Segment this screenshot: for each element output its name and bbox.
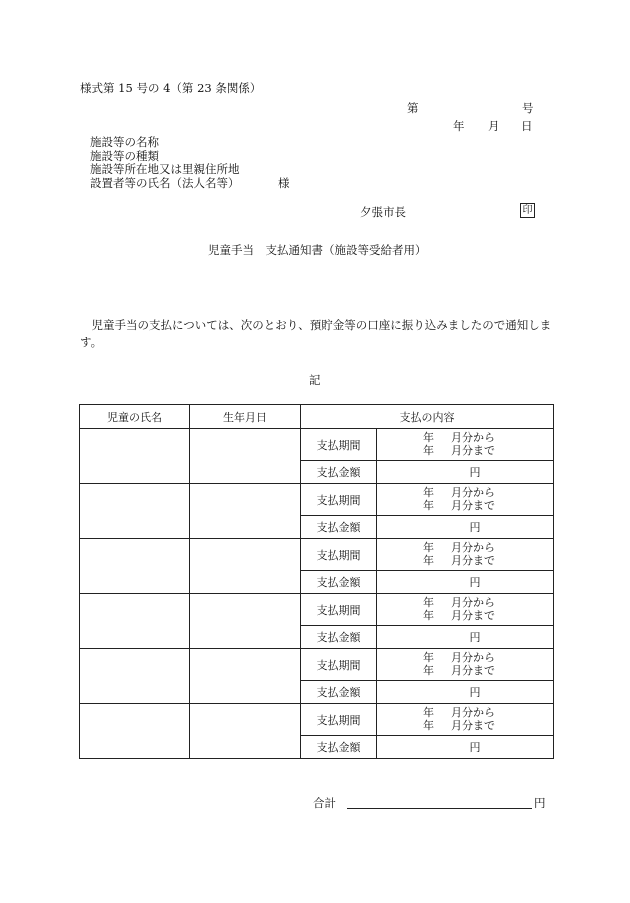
yen-mark: 円 <box>469 741 481 754</box>
table-row <box>80 429 554 461</box>
period-value-cell <box>377 594 554 626</box>
addressee-line: 施設等の種類 <box>90 148 159 163</box>
year-mark: 年 <box>423 431 434 444</box>
to-text: 月分まで <box>451 608 495 622</box>
document-title: 児童手当 支払通知書（施設等受給者用） <box>208 243 427 257</box>
form-number: 様式第 15 号の 4（第 23 条関係） <box>80 81 262 95</box>
child-name-cell[interactable] <box>80 704 190 759</box>
amount-label: 支払金額 <box>301 736 377 759</box>
year-mark: 年 <box>423 553 434 567</box>
to-text: 月分まで <box>451 663 495 677</box>
period-label: 支払期間 <box>301 704 377 736</box>
from-text: 月分から <box>451 651 495 664</box>
year-mark: 年 <box>423 608 434 622</box>
ki-mark: 記 <box>309 373 321 387</box>
child-name-cell[interactable] <box>80 484 190 539</box>
year-mark: 年 <box>423 718 434 732</box>
payment-table <box>79 404 554 759</box>
issuer-name: 夕張市長 <box>360 205 406 219</box>
birthdate-cell[interactable] <box>190 649 301 704</box>
table-row <box>80 594 554 626</box>
header-birthdate: 生年月日 <box>190 405 301 429</box>
table-row <box>80 704 554 736</box>
addressee-block <box>90 136 240 190</box>
year-mark: 年 <box>423 486 434 499</box>
birthdate-cell[interactable] <box>190 594 301 649</box>
date-year: 年 <box>453 119 465 133</box>
document-number-prefix: 第 <box>407 101 419 115</box>
birthdate-cell[interactable] <box>190 704 301 759</box>
year-mark: 年 <box>423 706 434 719</box>
date-day: 日 <box>521 119 533 133</box>
header-payment-content: 支払の内容 <box>301 405 554 429</box>
from-text: 月分から <box>451 706 495 719</box>
period-value-cell <box>377 484 554 516</box>
from-text: 月分から <box>451 486 495 499</box>
period-value-cell <box>377 539 554 571</box>
period-label: 支払期間 <box>301 649 377 681</box>
seal-mark: 印 <box>520 203 535 218</box>
period-label: 支払期間 <box>301 594 377 626</box>
amount-label: 支払金額 <box>301 681 377 704</box>
amount-value-cell <box>377 571 554 594</box>
amount-label: 支払金額 <box>301 571 377 594</box>
to-text: 月分まで <box>451 443 495 457</box>
date-month: 月 <box>488 119 500 133</box>
yen-mark: 円 <box>469 576 481 589</box>
birthdate-cell[interactable] <box>190 484 301 539</box>
child-name-cell[interactable] <box>80 594 190 649</box>
to-text: 月分まで <box>451 553 495 567</box>
table-header-row <box>80 405 554 429</box>
to-text: 月分まで <box>451 718 495 732</box>
year-mark: 年 <box>423 596 434 609</box>
addressee-line: 設置者等の氏名（法人名等） <box>90 175 240 190</box>
addressee-line: 施設等所在地又は里親住所地 <box>90 162 240 176</box>
honorific: 様 <box>278 176 290 190</box>
table-row <box>80 539 554 571</box>
yen-mark: 円 <box>469 521 481 534</box>
amount-value-cell <box>377 681 554 704</box>
total-underline <box>347 808 532 809</box>
total-label: 合計 <box>313 796 336 810</box>
table-row <box>80 484 554 516</box>
amount-value-cell <box>377 461 554 484</box>
year-mark: 年 <box>423 651 434 664</box>
document-number-suffix: 号 <box>522 101 534 115</box>
from-text: 月分から <box>451 431 495 444</box>
period-label: 支払期間 <box>301 539 377 571</box>
period-value-cell <box>377 649 554 681</box>
year-mark: 年 <box>423 498 434 512</box>
child-name-cell[interactable] <box>80 429 190 484</box>
period-label: 支払期間 <box>301 429 377 461</box>
amount-value-cell <box>377 516 554 539</box>
period-value-cell <box>377 429 554 461</box>
child-name-cell[interactable] <box>80 649 190 704</box>
to-text: 月分まで <box>451 498 495 512</box>
amount-value-cell <box>377 736 554 759</box>
yen-mark: 円 <box>469 686 481 699</box>
period-value-cell <box>377 704 554 736</box>
amount-label: 支払金額 <box>301 516 377 539</box>
year-mark: 年 <box>423 663 434 677</box>
birthdate-cell[interactable] <box>190 429 301 484</box>
child-name-cell[interactable] <box>80 539 190 594</box>
body-text: 児童手当の支払については、次のとおり、預貯金等の口座に振り込みましたので通知します。 <box>80 318 552 349</box>
amount-label: 支払金額 <box>301 461 377 484</box>
year-mark: 年 <box>423 541 434 554</box>
from-text: 月分から <box>451 596 495 609</box>
amount-value-cell <box>377 626 554 649</box>
birthdate-cell[interactable] <box>190 539 301 594</box>
amount-label: 支払金額 <box>301 626 377 649</box>
total-unit: 円 <box>534 796 546 810</box>
period-label: 支払期間 <box>301 484 377 516</box>
yen-mark: 円 <box>469 631 481 644</box>
from-text: 月分から <box>451 541 495 554</box>
table-row <box>80 649 554 681</box>
addressee-line: 施設等の名称 <box>90 135 159 149</box>
year-mark: 年 <box>423 443 434 457</box>
yen-mark: 円 <box>469 466 481 479</box>
header-child-name: 児童の氏名 <box>80 405 190 429</box>
